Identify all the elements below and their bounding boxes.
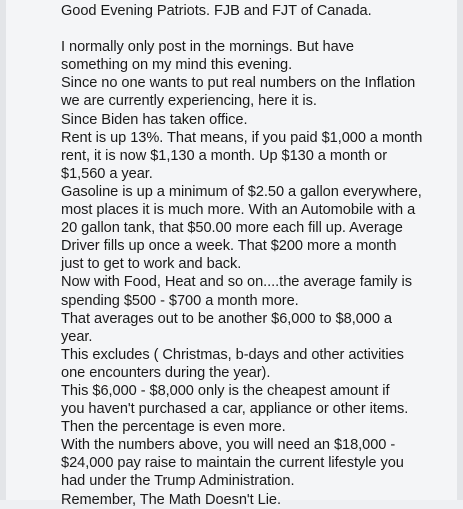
post-line: you haven't purchased a car, appliance or other items. [61, 401, 409, 418]
post-line: Since no one wants to put real numbers on the Inflation [61, 75, 416, 92]
post-line: something on my mind this evening. [61, 57, 293, 74]
post-blank-line [61, 20, 461, 38]
post-line: we are currently experiencing, here it is. [61, 93, 317, 110]
post-line: That averages out to be another $6,000 to $8,000 a [61, 310, 392, 327]
post-line: just to get to work and back. [61, 256, 242, 273]
post-body-text [61, 2, 461, 509]
post-line: Since Biden has taken office. [61, 111, 248, 128]
post-line: most places it is much more. With an Automobile with a [61, 202, 416, 219]
post-line: Gasoline is up a minimum of $2.50 a gallon everywhere, [61, 183, 422, 200]
post-line-closing: Remember, The Math Doesn't Lie. [61, 491, 281, 508]
post-line: With the numbers above, you will need an $18,000 - [61, 437, 396, 454]
post-line: one encounters during the year). [61, 364, 271, 381]
post-line: Then the percentage is even more. [61, 419, 286, 436]
post-line: spending $500 - $700 a month more. [61, 292, 299, 309]
post-line: $24,000 pay raise to maintain the current lifestyle you [61, 455, 404, 472]
post-line: I normally only post in the mornings. But have [61, 39, 354, 56]
post-line: rent, it is now $1,130 a month. Up $130 a month or [61, 147, 388, 164]
post-line: Rent is up 13%. That means, if you paid $1,000 a month [61, 129, 423, 146]
post-line: This $6,000 - $8,000 only is the cheapest amount if [61, 382, 390, 399]
post-line-greeting: Good Evening Patriots. FJB and FJT of Canada. [61, 3, 372, 19]
post-line: This excludes ( Christmas, b-days and other activities [61, 346, 404, 363]
post-line: had under the Trump Administration. [61, 473, 295, 490]
post-line: Driver fills up once a week. That $200 more a month [61, 238, 397, 255]
post-line: $1,560 a year. [61, 165, 153, 182]
post-line: 20 gallon tank, that $50.00 more each fill up. Average [61, 220, 403, 237]
post-line: year. [61, 328, 93, 345]
post-line: Now with Food, Heat and so on....the average family is [61, 274, 412, 291]
